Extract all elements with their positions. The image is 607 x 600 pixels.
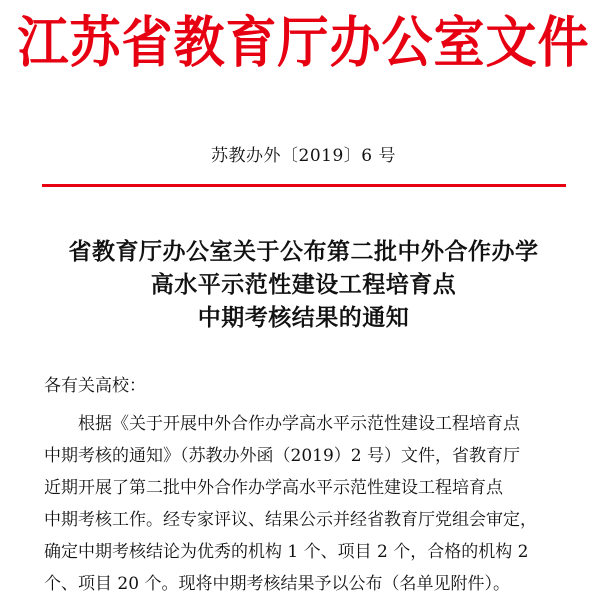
body-line-2: 中期考核的通知》（苏教办外函（2019）2 号）文件，省教育厅 [44, 446, 520, 466]
document-number: 苏教办外〔2019〕6 号 [211, 146, 396, 166]
red-divider [42, 184, 566, 187]
title-line-3: 中期考核结果的通知 [197, 305, 410, 331]
title-line-1: 省教育厅办公室关于公布第二批中外合作办学 [68, 239, 539, 265]
masthead [17, 8, 590, 78]
body-line-5: 确定中期考核结论为优秀的机构 1 个、项目 2 个，合格的机构 2 [44, 542, 529, 562]
body-line-6: 个、项目 20 个。现将中期考核结果予以公布（名单见附件）。 [44, 574, 510, 594]
document-title [0, 236, 607, 335]
body-line-4: 中期考核工作。经专家评议、结果公示并经省教育厅党组会审定， [44, 510, 537, 530]
masthead-title: 江苏省教育厅办公室文件 [17, 10, 590, 75]
body-line-1: 根据《关于开展中外合作办学高水平示范性建设工程培育点 [78, 414, 520, 434]
body-line-3: 近期开展了第二批中外合作办学高水平示范性建设工程培育点 [44, 478, 503, 498]
body-paragraph [44, 408, 568, 600]
salutation: 各有关高校： [44, 376, 146, 396]
title-line-2: 高水平示范性建设工程培育点 [150, 272, 457, 298]
